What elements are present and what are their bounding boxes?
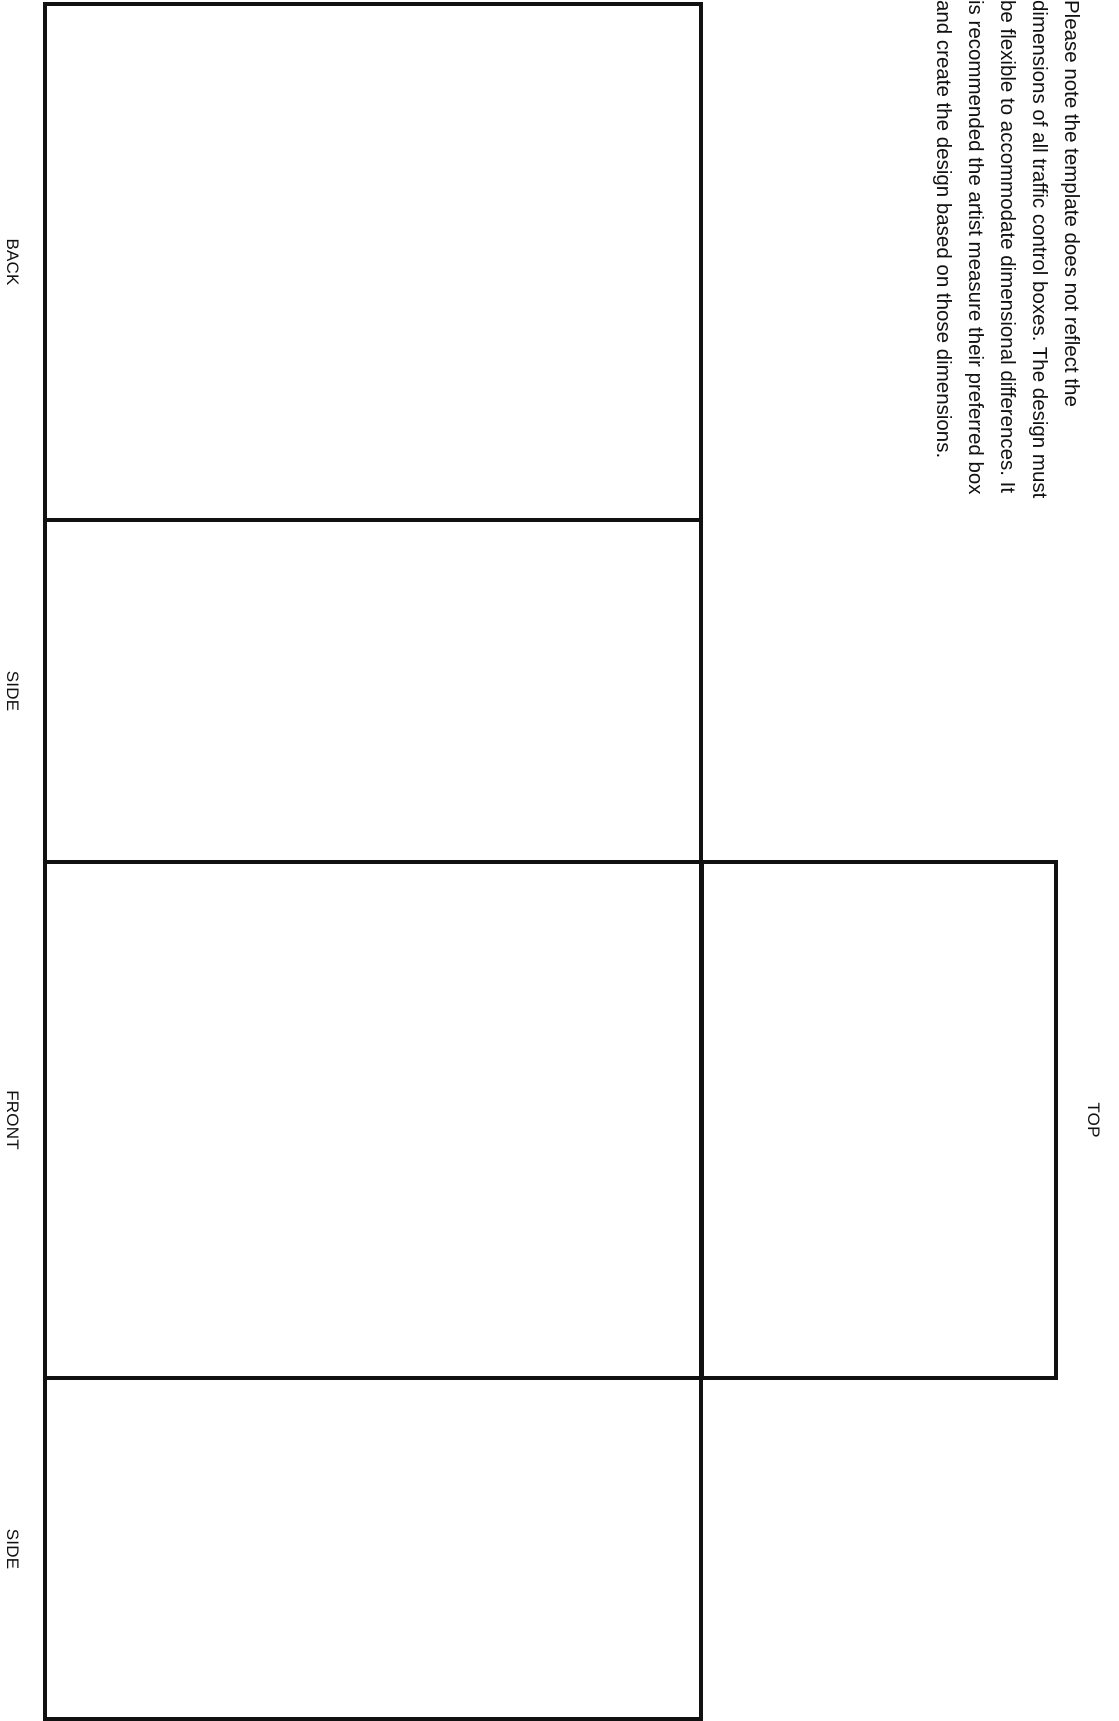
panel-back [43,2,703,522]
panel-side-left [43,518,703,864]
label-back: BACK [3,238,22,286]
label-top: TOP [1084,1102,1103,1138]
panel-top [700,860,1058,1380]
template-note [927,0,1087,590]
note-line: Please note the template does not reflect the [1060,0,1083,407]
label-front: FRONT [3,1090,22,1150]
note-line: is recommended the artist measure their preferred box [964,0,987,495]
label-side-left: SIDE [3,670,22,712]
note-line: dimensions of all traffic control boxes. The design must [1028,0,1051,499]
label-side-right: SIDE [3,1528,22,1570]
panel-front [43,860,703,1380]
note-line: be flexible to accommodate dimensional differences. It [996,0,1019,494]
note-line: and create the design based on those dimensions. [932,0,955,459]
panel-side-right [43,1376,703,1721]
